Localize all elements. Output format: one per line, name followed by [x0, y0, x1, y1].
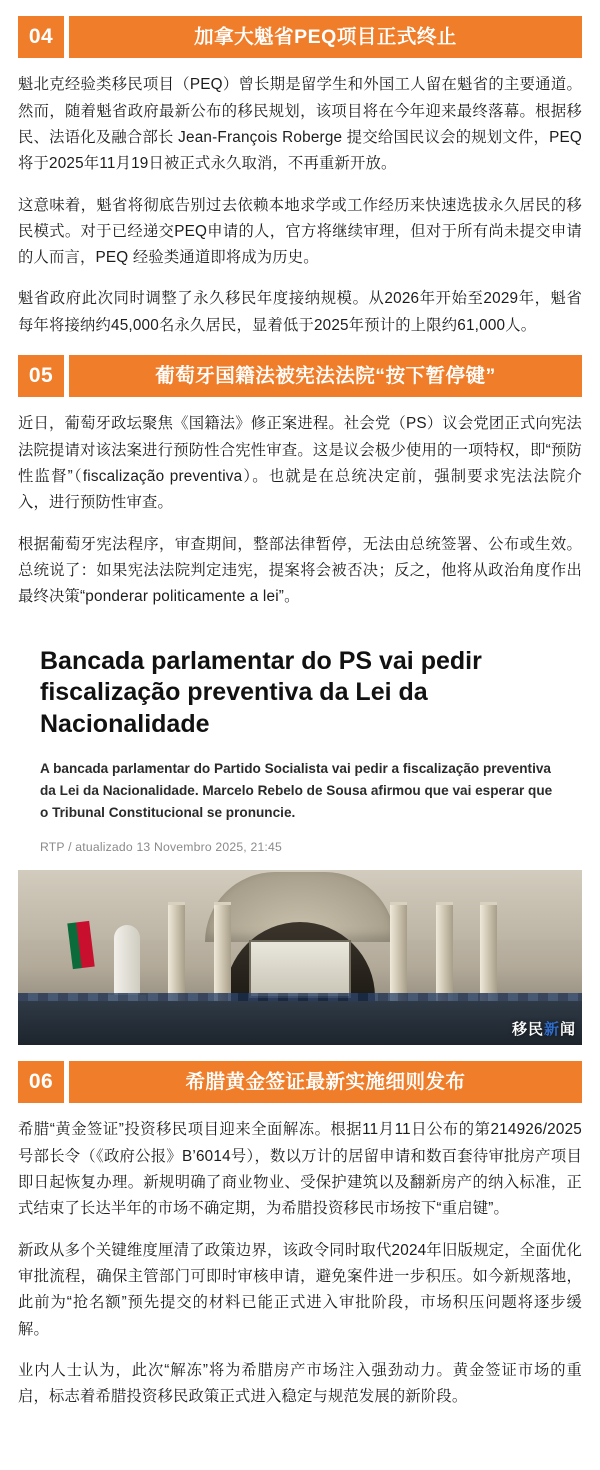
section-title: 加拿大魁省PEQ项目正式终止: [69, 16, 582, 58]
paragraph: 业内人士认为，此次“解冻”将为希腊房产市场注入强劲动力。黄金签证市场的重启，标志着希腊投资移民政策正式进入稳定与规范发展的新阶段。: [18, 1361, 582, 1406]
paragraph: 新政从多个关键维度厘清了政策边界，该政令同时取代2024年旧版规定，全面优化审批流程，确保主管部门可即时审核申请，避免案件进一步积压。如今新规落地，此前为“抢名额”预先提交的材料已能正式进入审批阶段，市场积压问题将逐步缓解。: [18, 1241, 582, 1338]
watermark-tail: 闻: [559, 1021, 576, 1039]
section-title: 葡萄牙国籍法被宪法法院“按下暂停键”: [69, 355, 582, 397]
presentation-screen: [249, 940, 351, 998]
paragraph: 魁北克经验类移民项目（PEQ）曾长期是留学生和外国工人留在魁省的主要通道。然而，随着魁省政府最新公布的移民规划，该项目将在今年迎来最终落幕。根据移民、法语化及融合部长 Jean-François Roberge 提交给国民议会的规划文件，PEQ将于2025年11月19日被正式永久取消，不再重新开放。: [18, 76, 582, 173]
news-card-text: [18, 626, 582, 871]
section-number: 04: [18, 16, 64, 58]
article-page: [0, 16, 600, 1439]
news-headline: Bancada parlamentar do PS vai pedir fiscalização preventiva da Lei da Nacionalidade: [40, 646, 482, 738]
news-article-card: [18, 626, 582, 1046]
statue: [114, 925, 140, 997]
section-title: 希腊黄金签证最新实施细则发布: [69, 1061, 582, 1103]
section-header-04: [18, 16, 582, 58]
paragraph: 近日，葡萄牙政坛聚焦《国籍法》修正案进程。社会党（PS）议会党团正式向宪法法院提请对该法案进行预防性合宪性审查。这是议会极少使用的一项特权，即“预防性监督”（fiscalização preventiva）。也就是在总统决定前，强制要求宪法法院介入，进行预防性审查。: [18, 415, 582, 512]
news-meta: RTP / atualizado 13 Novembro 2025, 21:45: [40, 840, 282, 855]
paragraph: 根据葡萄牙宪法程序，审查期间，整部法律暂停，无法由总统签署、公布或生效。总统说了：如果宪法法院判定违宪，提案将会被否决；反之，他将从政治角度作出最终决策“ponderar politicamente a lei”。: [18, 535, 582, 606]
chamber-floor: [18, 1001, 582, 1045]
watermark-accent: 新: [543, 1021, 560, 1039]
section-header-05: [18, 355, 582, 397]
paragraph: 这意味着，魁省将彻底告别过去依赖本地求学或工作经历来快速选拔永久居民的移民模式。对于已经递交PEQ申请的人，官方将继续审理，但对于所有尚未提交申请的人而言，PEQ 经验类通道即将成为历史。: [18, 196, 582, 267]
section-number: 06: [18, 1061, 64, 1103]
news-lede: A bancada parlamentar do Partido Socialista vai pedir a fiscalização preventiva da Lei da Nacionalidade. Marcelo Rebelo de Sousa afirmou que vai esperar que o Tribunal Constitucional se pronuncie.: [40, 761, 553, 821]
watermark: [512, 1018, 576, 1039]
paragraph: 魁省政府此次同时调整了永久移民年度接纳规模。从2026年开始至2029年，魁省每年将接纳约45,000名永久居民，显着低于2025年预计的上限约61,000人。: [18, 290, 582, 334]
section-header-06: [18, 1061, 582, 1103]
paragraph: 希腊“黄金签证”投资移民项目迎来全面解冻。根据11月11日公布的第214926/2025号部长令（《政府公报》B’6014号），数以万计的居留申请和数百套待审批房产项目即日起恢复办理。新规明确了商业物业、受保护建筑以及翻新房产的纳入标准，正式结束了长达半年的市场不确定期，为希腊投资移民市场按下“重启键”。: [18, 1121, 582, 1218]
parliament-chamber-photo: [18, 870, 582, 1045]
watermark-text: 移民: [511, 1021, 544, 1039]
section-number: 05: [18, 355, 64, 397]
